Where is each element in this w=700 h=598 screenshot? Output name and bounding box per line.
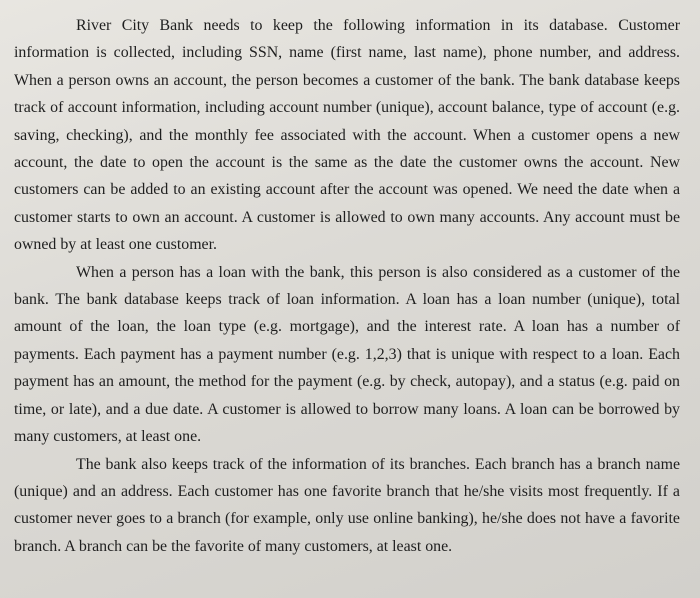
paragraph-branches: The bank also keeps track of the information of its branches. Each branch has a branch name (unique) and an address. Each customer has one favorite branch that he/she visits most frequently. If a customer never goes to a branch (for example, only use online banking), he/she does not have a favorite branch. A branch can be the favorite of many customers, at least one. — [14, 455, 680, 555]
paragraph-customers-accounts: River City Bank needs to keep the following information in its database. Customer information is collected, including SSN, name (first name, last name), phone number, and address. When a person owns an account, the person becomes a customer of the bank. The bank database keeps track of account information, including account number (unique), account balance, type of account (e.g. saving, checking), and the monthly fee associated with the account. When a customer opens a new account, the date to open the account is the same as the date the customer owns the account. New customers can be added to an existing account after the account was opened. We need the date when a customer starts to own an account. A customer is allowed to own many accounts. Any account must be owned by at least one customer. — [14, 17, 680, 254]
paragraph-loans-payments: When a person has a loan with the bank, this person is also considered as a customer of the bank. The bank database keeps track of loan information. A loan has a loan number (unique), total amount of the loan, the loan type (e.g. mortgage), and the interest rate. A loan has a number of payments. Each payment has a payment number (e.g. 1,2,3) that is unique with respect to a loan. Each payment has an amount, the method for the payment (e.g. by check, autopay), and a status (e.g. paid on time, or late), and a due date. A customer is allowed to borrow many loans. A loan can be borrowed by many customers, at least one. — [14, 263, 680, 446]
